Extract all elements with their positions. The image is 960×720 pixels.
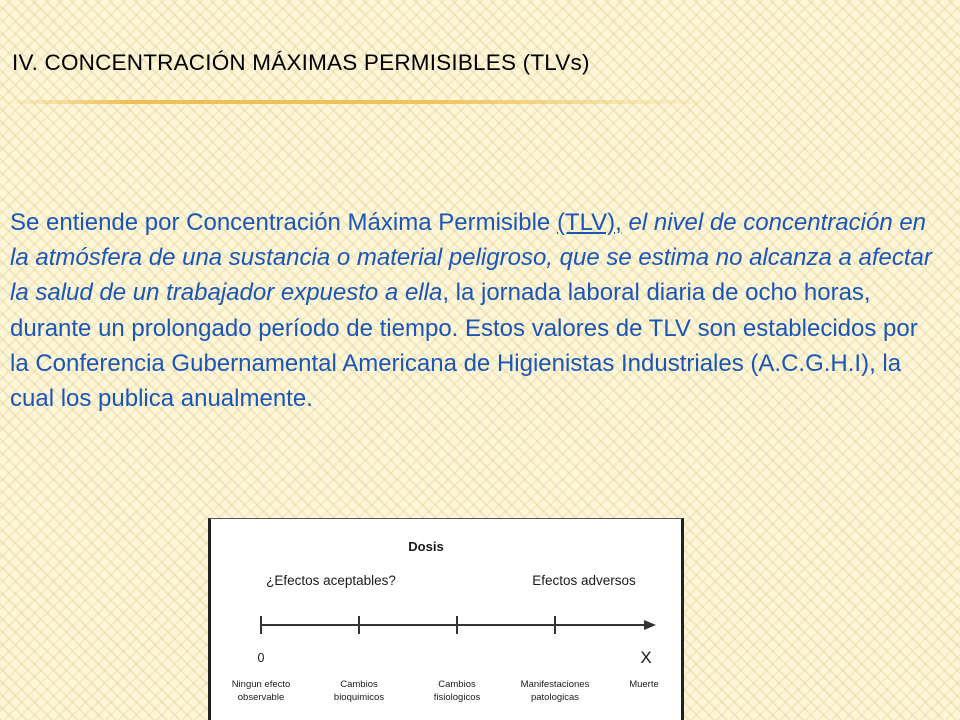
tick-label: patologicas	[530, 692, 580, 703]
paragraph-rest: , la jornada laboral diaria de ocho horas, durante un prolongado período de tiempo. Estos valores de TLV son establecidos por la Conferencia Gubernamental Americana de Higienistas Industriales (A.C.G.H.I), la cual los publica anualmente.	[10, 279, 918, 413]
dose-axis	[261, 616, 656, 634]
slide-title: IV. CONCENTRACIÓN MÁXIMAS PERMISIBLES (TLVs)	[12, 50, 590, 75]
dose-effect-diagram	[211, 519, 681, 720]
tick-label: observable	[237, 692, 285, 703]
acceptable-effects-label: ¿Efectos aceptables?	[266, 573, 396, 588]
tlv-link[interactable]: (TLV),	[556, 209, 622, 236]
tick-labels	[232, 679, 659, 703]
tick-label: bioquimicos	[333, 692, 385, 703]
diagram-heading: Dosis	[408, 539, 444, 554]
adverse-effects-label: Efectos adversos	[532, 573, 636, 588]
tick-label: Cambios	[340, 679, 378, 690]
axis-end-marker: X	[640, 648, 652, 667]
axis-start-marker: 0	[257, 651, 265, 665]
title-divider	[0, 100, 720, 104]
paragraph-intro: Se entiende por Concentración Máxima Permisible	[10, 209, 557, 236]
tick-label: fisiologicos	[433, 692, 481, 703]
tick-label: Manifestaciones	[520, 679, 590, 690]
tick-label: Cambios	[438, 679, 476, 690]
body-paragraph	[10, 205, 935, 416]
dose-effect-figure	[208, 518, 684, 720]
tick-label: Muerte	[629, 679, 659, 690]
tick-label: Ningun efecto	[231, 679, 291, 690]
paragraph-definition-italic: el nivel de concentración en la atmósfera de una sustancia o material peligroso, que se estima no alcanza a afectar la salud de un trabajador expuesto a ella	[10, 209, 932, 307]
axis-arrowhead	[644, 620, 656, 630]
